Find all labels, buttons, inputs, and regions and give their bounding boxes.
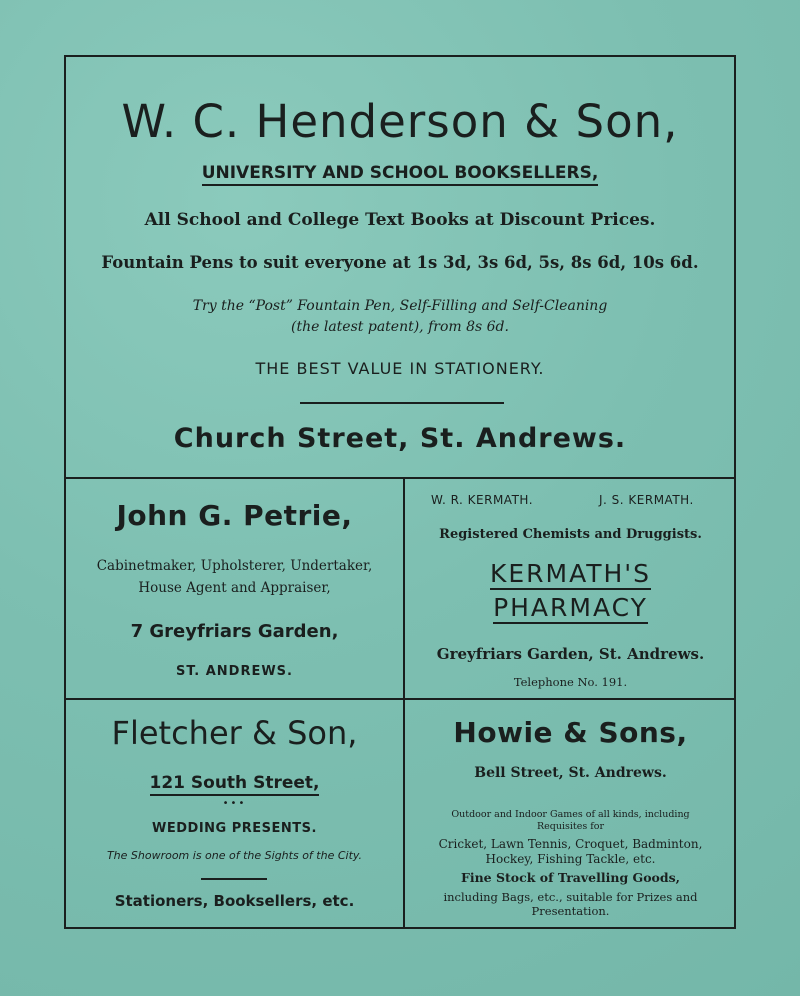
advertisement-frame (64, 55, 736, 929)
kermath-address: Greyfriars Garden, St. Andrews. (436, 645, 705, 663)
howie-address: Bell Street, St. Andrews. (474, 765, 667, 781)
fletcher-showroom: The Showroom is one of the Sights of the City. (106, 849, 363, 862)
howie-sports-1: Cricket, Lawn Tennis, Croquet, Badminton, (438, 837, 703, 851)
fletcher-wedding: WEDDING PRESENTS. (152, 821, 317, 836)
howie-games-2: Requisites for (536, 821, 605, 832)
kermath-title-2: PHARMACY (493, 593, 648, 622)
fletcher-dots: ••• (222, 798, 247, 809)
henderson-patent: (the latest patent), from 8s 6d. (291, 319, 509, 335)
henderson-subtitle: UNIVERSITY AND SCHOOL BOOKSELLERS, (66, 163, 734, 183)
howie-sports-2: Hockey, Fishing Tackle, etc. (485, 852, 656, 866)
howie-name: Howie & Sons, (453, 716, 688, 749)
kermath-phone: Telephone No. 191. (513, 675, 628, 689)
kermath-panel (405, 479, 736, 698)
fletcher-address: 121 South Street, (66, 773, 403, 793)
kermath-subtitle: Registered Chemists and Druggists. (439, 527, 702, 542)
henderson-name: W. C. Henderson & Son, (121, 95, 679, 148)
petrie-agent: House Agent and Appraiser, (138, 580, 331, 596)
petrie-name: John G. Petrie, (116, 499, 353, 532)
howie-bags-1: including Bags, etc., suitable for Prizes and (443, 890, 698, 904)
petrie-address: 7 Greyfriars Garden, (130, 621, 339, 642)
petrie-panel (66, 479, 403, 698)
fletcher-footer: Stationers, Booksellers, etc. (114, 892, 355, 910)
petrie-trades: Cabinetmaker, Upholsterer, Undertaker, (96, 558, 373, 574)
fletcher-panel (66, 700, 403, 929)
kermath-owner-js: J. S. KERMATH. (599, 493, 694, 507)
howie-panel (405, 700, 736, 929)
kermath-owner-wr: W. R. KERMATH. (431, 493, 534, 507)
henderson-best-value: THE BEST VALUE IN STATIONERY. (255, 359, 545, 378)
henderson-divider (300, 402, 504, 404)
henderson-post-pen: Try the “Post” Fountain Pen, Self-Filling and Self-Cleaning (192, 298, 608, 314)
henderson-address: Church Street, St. Andrews. (173, 423, 627, 454)
kermath-title-1: KERMATH'S (489, 559, 652, 588)
howie-stock: Fine Stock of Travelling Goods, (460, 870, 681, 885)
henderson-fountain-pens: Fountain Pens to suit everyone at 1s 3d, 3s 6d, 5s, 8s 6d, 10s 6d. (101, 253, 699, 272)
fletcher-divider (201, 878, 267, 880)
fletcher-name: Fletcher & Son, (111, 714, 358, 752)
howie-games-1: Outdoor and Indoor Games of all kinds, including (451, 809, 690, 820)
henderson-textbooks: All School and College Text Books at Discount Prices. (144, 210, 656, 230)
howie-bags-2: Presentation. (531, 904, 610, 918)
petrie-town: ST. ANDREWS. (176, 664, 293, 679)
